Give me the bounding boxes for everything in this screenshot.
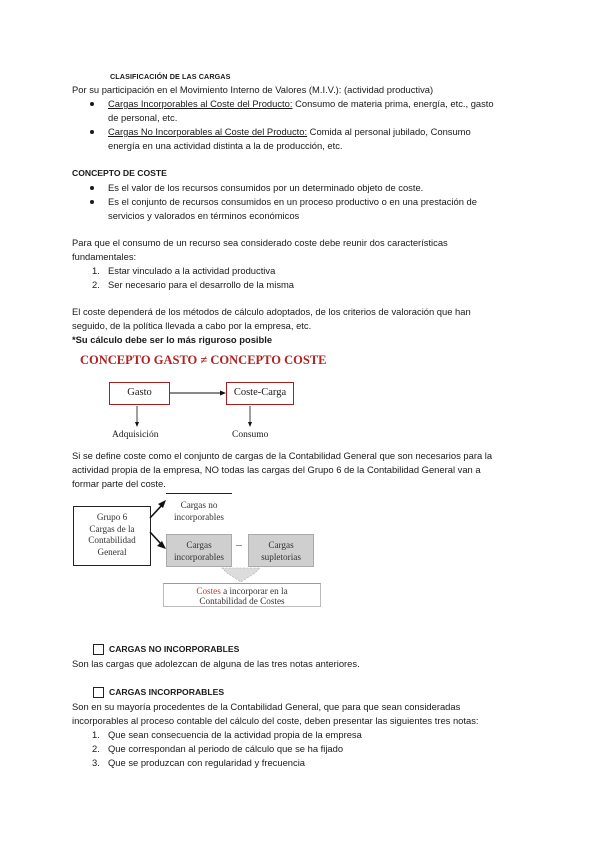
list-item-incorporable-3: Que se produzcan con regularidad y frecuencia bbox=[108, 757, 305, 768]
box-label: Coste-Carga bbox=[233, 387, 287, 398]
box-line: incorporables bbox=[173, 551, 224, 562]
grupo-line: Cargas de la bbox=[89, 523, 135, 534]
list-number: 2. bbox=[92, 279, 100, 290]
result-line-2: Contabilidad de Costes bbox=[199, 596, 285, 606]
paragraph-line: Son en su mayoría procedentes de la Contabilidad General, que para que sean consideradas bbox=[72, 701, 461, 712]
bullet-text: Es el conjunto de recursos consumidos en un proceso productivo o en una prestación de bbox=[108, 196, 477, 207]
paragraph-incorporables bbox=[72, 700, 528, 728]
diagram-title: CONCEPTO GASTO ≠ CONCEPTO COSTE bbox=[80, 353, 327, 367]
bullet-concepto-1: Es el valor de los recursos consumidos por un determinado objeto de coste. bbox=[108, 182, 424, 193]
checkbox-incorporables[interactable] bbox=[93, 687, 104, 698]
grupo-line: General bbox=[97, 546, 127, 557]
box-line: supletorias bbox=[261, 551, 301, 562]
list-number: 2. bbox=[92, 743, 100, 754]
grupo-line: Contabilidad bbox=[88, 535, 136, 545]
list-item-incorporable-2: Que correspondan al periodo de cálculo que se ha fijado bbox=[108, 743, 344, 754]
heading-concepto-coste: CONCEPTO DE COSTE bbox=[72, 168, 167, 178]
box-line: Cargas no bbox=[180, 500, 218, 510]
grupo-line: Grupo 6 bbox=[96, 512, 128, 522]
bullet-text: Consumo de materia prima, energía, etc., gasto bbox=[292, 98, 494, 109]
result-rest: a incorporar en la bbox=[220, 586, 288, 596]
section-title-clasificacion: CLASIFICACIÓN DE LAS CARGAS bbox=[110, 72, 231, 81]
box-line: Cargas bbox=[268, 540, 294, 550]
list-item-incorporable-1: Que sean consecuencia de la actividad propia de la empresa bbox=[108, 729, 362, 740]
heading-cargas-incorporables: CARGAS INCORPORABLES bbox=[109, 687, 225, 697]
paragraph-line: seguido, de la política llevada a cabo por la empresa, etc. bbox=[72, 320, 312, 331]
heading-cargas-no-incorporables: CARGAS NO INCORPORABLES bbox=[109, 644, 240, 654]
box-label: Gasto bbox=[127, 387, 152, 398]
paragraph-line: El coste dependerá de los métodos de cálculo adoptados, de los criterios de valoración que han bbox=[72, 306, 471, 317]
classification-intro: Por su participación en el Movimiento Interno de Valores (M.I.V.): (actividad productiva) bbox=[72, 84, 434, 95]
list-number: 1. bbox=[92, 265, 100, 276]
bullet-text-cont: energía en una actividad distinta a la de producción, etc. bbox=[108, 139, 343, 151]
paragraph-line: formar parte del coste. bbox=[72, 478, 166, 489]
bullet-label: Cargas Incorporables al Coste del Producto: bbox=[108, 98, 293, 109]
checkbox-no-incorporables[interactable] bbox=[93, 644, 104, 655]
list-item-1: Estar vinculado a la actividad productiva bbox=[108, 265, 276, 276]
label-consumo: Consumo bbox=[232, 430, 269, 440]
paragraph-line: actividad propia de la empresa, NO todas las cargas del Grupo 6 de la Contabilidad General van a bbox=[72, 464, 481, 475]
result-red-word: Costes bbox=[196, 586, 221, 596]
paragraph-line: Para que el consumo de un recurso sea considerado coste debe reunir dos características bbox=[72, 237, 448, 248]
label-adquisicion: Adquisición bbox=[112, 430, 159, 440]
bullet-label: Cargas No Incorporables al Coste del Producto: bbox=[108, 126, 308, 137]
box-line: incorporables bbox=[173, 511, 224, 522]
box-costes-a-incorporar bbox=[163, 583, 321, 607]
note-riguroso: *Su cálculo debe ser lo más riguroso posible bbox=[72, 334, 273, 345]
bullet-text-cont: de personal, etc. bbox=[108, 111, 178, 123]
list-number: 3. bbox=[92, 757, 100, 768]
list-item-2: Ser necesario para el desarrollo de la misma bbox=[108, 279, 295, 290]
diagram2-arrows bbox=[0, 480, 600, 590]
bullet-text: Comida al personal jubilado, Consumo bbox=[307, 126, 471, 137]
paragraph-line: Si se define coste como el conjunto de cargas de la Contabilidad General que son necesarios para la bbox=[72, 450, 493, 461]
list-number: 1. bbox=[92, 729, 100, 740]
bullet-text-cont: servicios y valorados en términos económicos bbox=[108, 209, 300, 221]
text-cargas-no-incorporables: Son las cargas que adolezcan de alguna de las tres notas anteriores. bbox=[72, 658, 360, 669]
paragraph-line: fundamentales: bbox=[72, 251, 137, 262]
box-line: Cargas bbox=[186, 540, 212, 550]
paragraph-line: incorporables al proceso contable del cálculo del coste, deben presentar las siguientes tres notas: bbox=[72, 715, 479, 726]
